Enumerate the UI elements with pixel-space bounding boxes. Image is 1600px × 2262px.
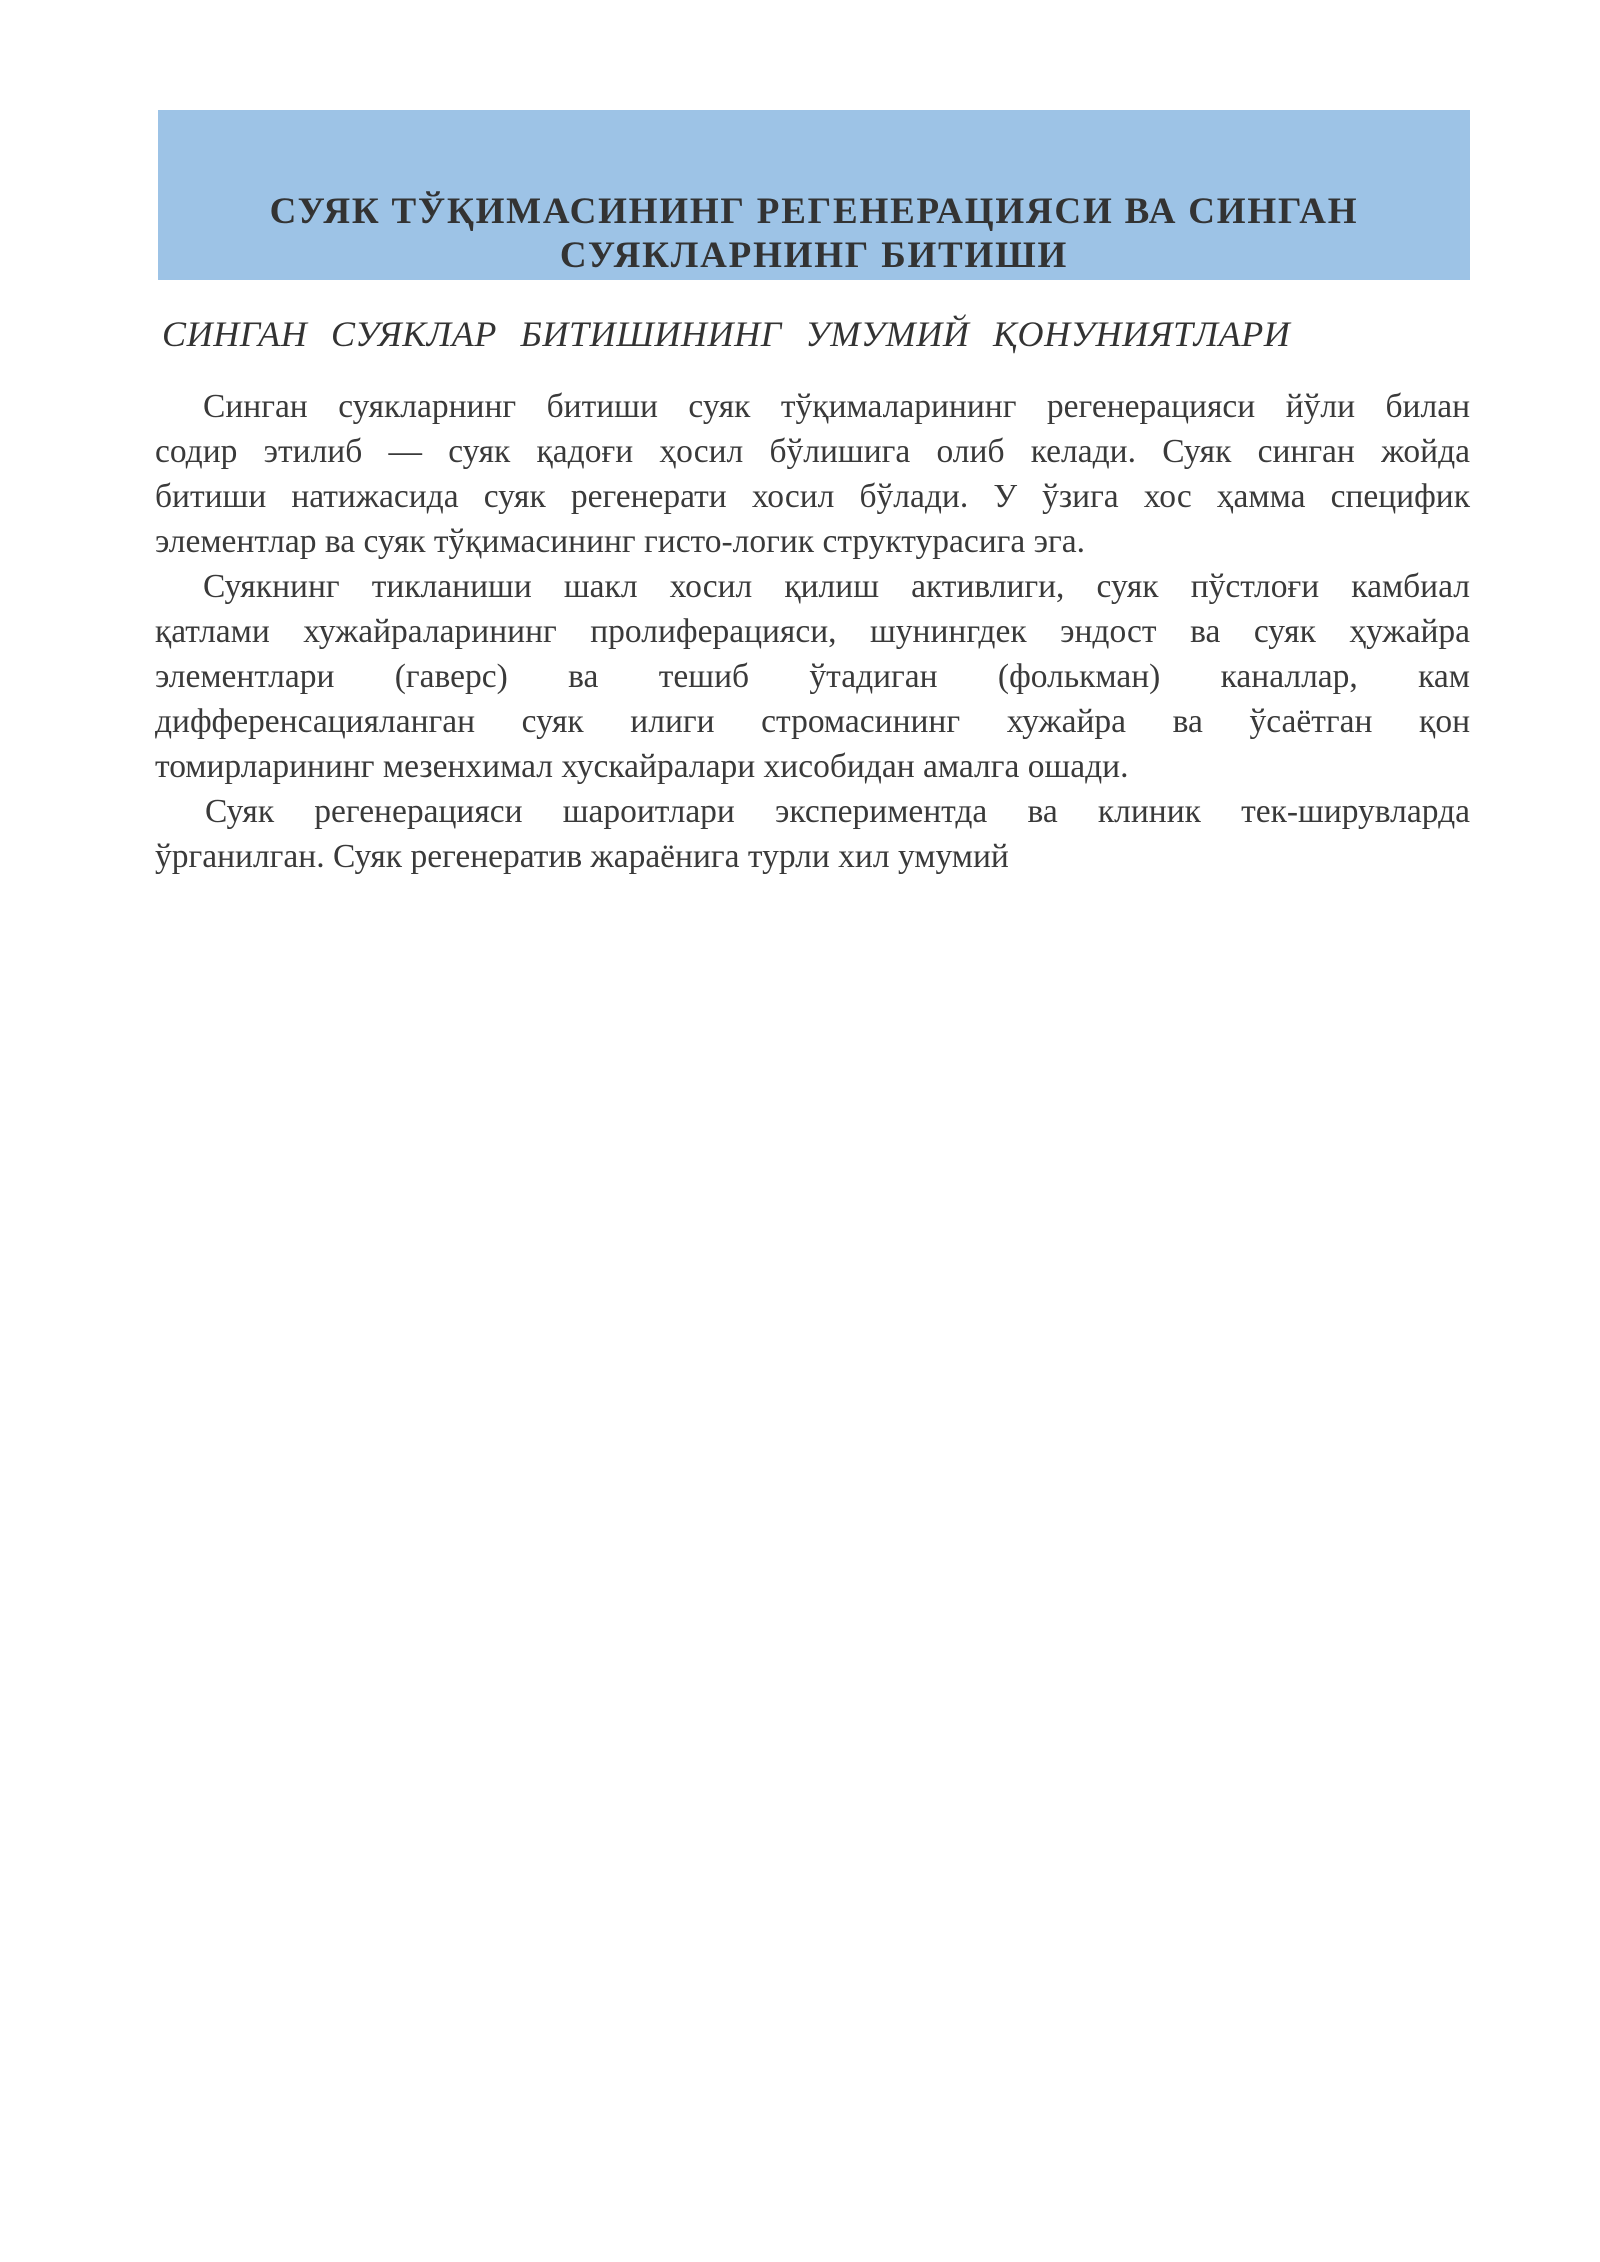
paragraph-2-line-1: Суякнинг тикланиши шакл хосил қилиш активлиги, суяк пўстлоғи камбиал: [203, 568, 1470, 605]
paragraph-3-line-1: Суяк регенерацияси шароитлари экспериментда ва клиник тек-ширувларда: [205, 793, 1470, 830]
paragraph-2-line-2: қатлами хужайраларининг пролиферацияси, шунингдек эндост ва суяк ҳужайра: [155, 613, 1470, 650]
title-banner: [158, 110, 1470, 280]
body-text: [155, 384, 1470, 879]
paragraph-3-line-2: ўрганилган. Суяк регенератив жараёнига турли хил умумий: [155, 838, 1009, 875]
paragraph-1-line-3: битиши натижасида суяк регенерати хосил бўлади. У ўзига хос ҳамма специфик: [155, 478, 1470, 515]
paragraph-1-line-1: Синган суякларнинг битиши суяк тўқималарининг регенерацияси йўли билан: [203, 388, 1470, 425]
paragraph-2-line-4: дифференсацияланган суяк илиги стромасининг хужайра ва ўсаётган қон: [155, 703, 1470, 740]
page-title-line-2: СУЯКЛАРНИНГ БИТИШИ: [559, 235, 1069, 276]
paragraph-1-line-4: элементлар ва суяк тўқимасининг гисто-логик структурасига эга.: [155, 523, 1085, 560]
page-title-line-1: СУЯК ТЎҚИМАСИНИНГ РЕГЕНЕРАЦИЯСИ ВА СИНГАН: [269, 191, 1359, 232]
section-subtitle: СИНГАН СУЯКЛАР БИТИШИНИНГ УМУМИЙ ҚОНУНИЯТЛАРИ: [162, 314, 1291, 354]
paragraph-2-line-5: томирларининг мезенхимал хускайралари хисобидан амалга ошади.: [155, 748, 1129, 785]
paragraph-2-line-3: элементлари (гаверс) ва тешиб ўтадиган (фолькман) каналлар, кам: [155, 658, 1470, 695]
paragraph-1-line-2: содир этилиб — суяк қадоғи ҳосил бўлишига олиб келади. Суяк синган жойда: [155, 433, 1470, 470]
